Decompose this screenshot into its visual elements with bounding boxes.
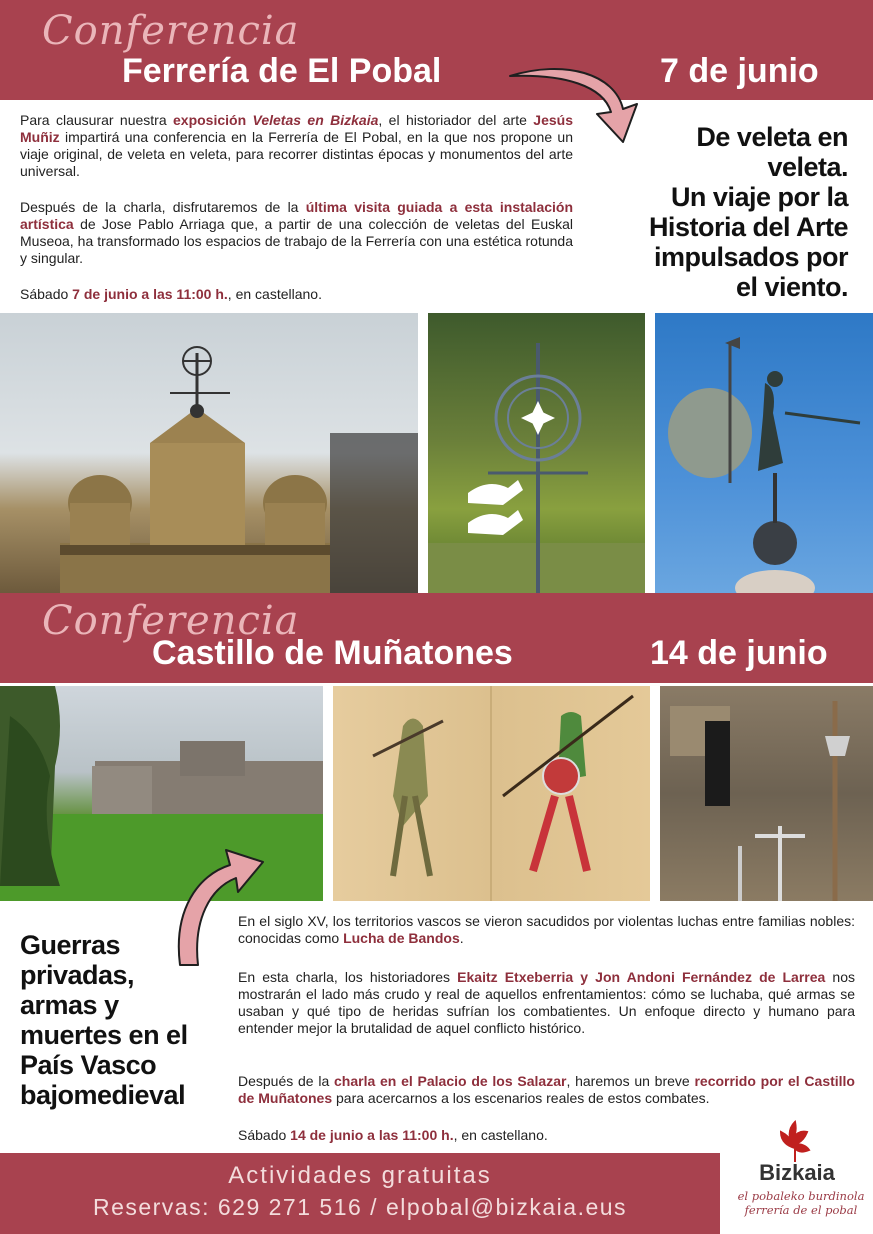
event1-conference-label: Conferencia bbox=[42, 8, 300, 54]
church-weathervane-photo bbox=[0, 313, 418, 593]
event2-title: Castillo de Muñatones bbox=[152, 634, 513, 672]
event1-title: Ferrería de El Pobal bbox=[122, 52, 442, 90]
event2-speakers-paragraph: En esta charla, los historiadores Ekaitz Etxeberria y Jon Andoni Fernández de Larrea nos mostrarán el lado más crudo y real de aquellos enfrentamientos: cómo se luchaba, qué armas se usaban y qué tipo de heridas sufrían los combatientes. Un enfoque directo y humano para entender mejor la brutalidad de aquel conflicto histórico. bbox=[238, 969, 855, 1036]
event2-schedule-line: Sábado 14 de junio a las 11:00 h., en castellano. bbox=[238, 1127, 548, 1143]
bizkaia-logo-name: Bizkaia bbox=[759, 1160, 835, 1185]
event1-visit-paragraph: Después de la charla, disfrutaremos de la última visita guiada a esta instalación artística de Jose Pablo Arriaga que, a partir de una colección de veletas del Euskal Museoa, ha transformado los espacios de trabajo de la Ferrería con una estética rotunda y singular. bbox=[20, 199, 574, 266]
bizkaia-tree-icon bbox=[775, 1118, 815, 1164]
cross-weathervane-photo bbox=[428, 313, 645, 593]
event2-date: 14 de junio bbox=[650, 634, 828, 672]
statue-weathervane-photo bbox=[655, 313, 873, 593]
event1-date: 7 de junio bbox=[660, 52, 819, 90]
event2-conference-label: Conferencia bbox=[42, 598, 300, 644]
castle-photo bbox=[0, 686, 323, 901]
reservations-text: Reservas: 629 271 516 / elpobal@bizkaia.eus bbox=[92, 1194, 628, 1220]
event1-schedule-line: Sábado 7 de junio a las 11:00 h., en castellano. bbox=[20, 286, 322, 302]
event2-intro-paragraph: En el siglo XV, los territorios vascos se vieron sacudidos por violentas luchas entre familias nobles: conocidas como Lucha de Bandos. bbox=[238, 913, 855, 946]
free-activities-text: Actividades gratuitas bbox=[228, 1162, 492, 1189]
event1-tagline: De veleta en veleta. Un viaje por la Historia del Arte impulsados por el viento. bbox=[648, 122, 848, 302]
event2-tour-paragraph: Después de la charla en el Palacio de los Salazar, haremos un breve recorrido por el Castillo de Muñatones para acercarnos a los escenarios reales de estos combates. bbox=[238, 1073, 855, 1106]
medieval-soldiers-illustration bbox=[333, 686, 650, 901]
event2-tagline: Guerras privadas, armas y muertes en el País Vasco bajomedieval bbox=[20, 930, 188, 1110]
halberds-photo bbox=[660, 686, 873, 901]
logo-subtitle: el pobaleko burdinola ferrería de el pobal bbox=[737, 1189, 865, 1217]
event1-intro-paragraph: Para clausurar nuestra exposición Veletas en Bizkaia, el historiador del arte Jesús Muñiz impartirá una conferencia en la Ferrería de El Pobal, en la que nos propone un viaje original, de veleta en veleta, para recorrer distintas épocas y monumentos del arte universal. bbox=[20, 112, 573, 179]
